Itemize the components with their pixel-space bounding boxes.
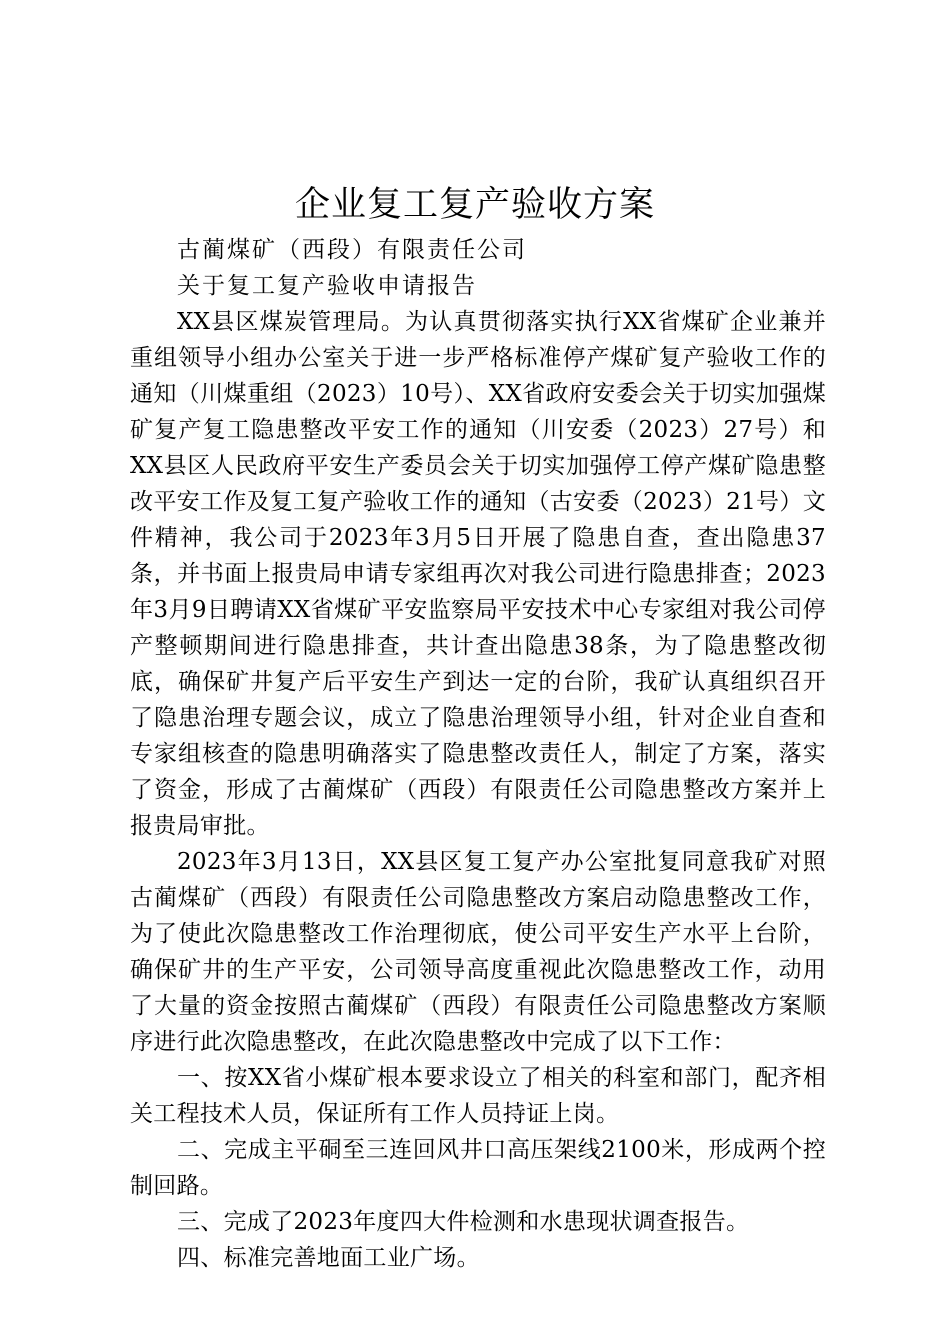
document-body [130, 232, 826, 1276]
list-item-2: 二、完成主平硐至三连回风井口高压架线2100米，形成两个控制回路。 [130, 1137, 826, 1199]
list-item-3: 三、完成了2023年度四大件检测和水患现状调查报告。 [177, 1209, 750, 1235]
document-title: 企业复工复产验收方案 [294, 185, 655, 225]
company-name-line: 古蔺煤矿（西段）有限责任公司 [177, 237, 527, 263]
paragraph-approval: 2023年3月13日，XX县区复工复产办公室批复同意我矿对照古蔺煤矿（西段）有限责任公司隐患整改方案启动隐患整改工作，为了使此次隐患整改工作治理彻底，使公司平安生产水平上台阶，确保矿井的生产平安，公司领导高度重视此次隐患整改工作，动用了大量的资金按照古蔺煤矿（西段）有限责任公司隐患整改方案顺序进行此次隐患整改，在此次隐患整改中完成了以下工作： [130, 849, 826, 1055]
report-subject-line: 关于复工复产验收申请报告 [177, 273, 477, 299]
paragraph-background: XX县区煤炭管理局。为认真贯彻落实执行XX省煤矿企业兼并重组领导小组办公室关于进一步严格标准停产煤矿复产验收工作的通知（川煤重组（2023）10号）、XX省政府安委会关于切实加强煤矿复产复工隐患整改平安工作的通知（川安委（2023）27号）和XX县区人民政府平安生产委员会关于切实加强停工停产煤矿隐患整改平安工作及复工复产验收工作的通知（古安委（2023）21号）文件精神，我公司于2023年3月5日开展了隐患自查，查出隐患37条，并书面上报贵局申请专家组再次对我公司进行隐患排查；2023年3月9日聘请XX省煤矿平安监察局平安技术中心专家组对我公司停产整顿期间进行隐患排查，共计查出隐患38条，为了隐患整改彻底，确保矿井复产后平安生产到达一定的台阶，我矿认真组织召开了隐患治理专题会议，成立了隐患治理领导小组，针对企业自查和专家组核查的隐患明确落实了隐患整改责任人，制定了方案，落实了资金，形成了古蔺煤矿（西段）有限责任公司隐患整改方案并上报贵局审批。 [130, 309, 826, 839]
list-item-4: 四、标准完善地面工业广场。 [177, 1245, 480, 1271]
list-item-1: 一、按XX省小煤矿根本要求设立了相关的科室和部门，配齐相关工程技术人员，保证所有工作人员持证上岗。 [130, 1065, 826, 1127]
